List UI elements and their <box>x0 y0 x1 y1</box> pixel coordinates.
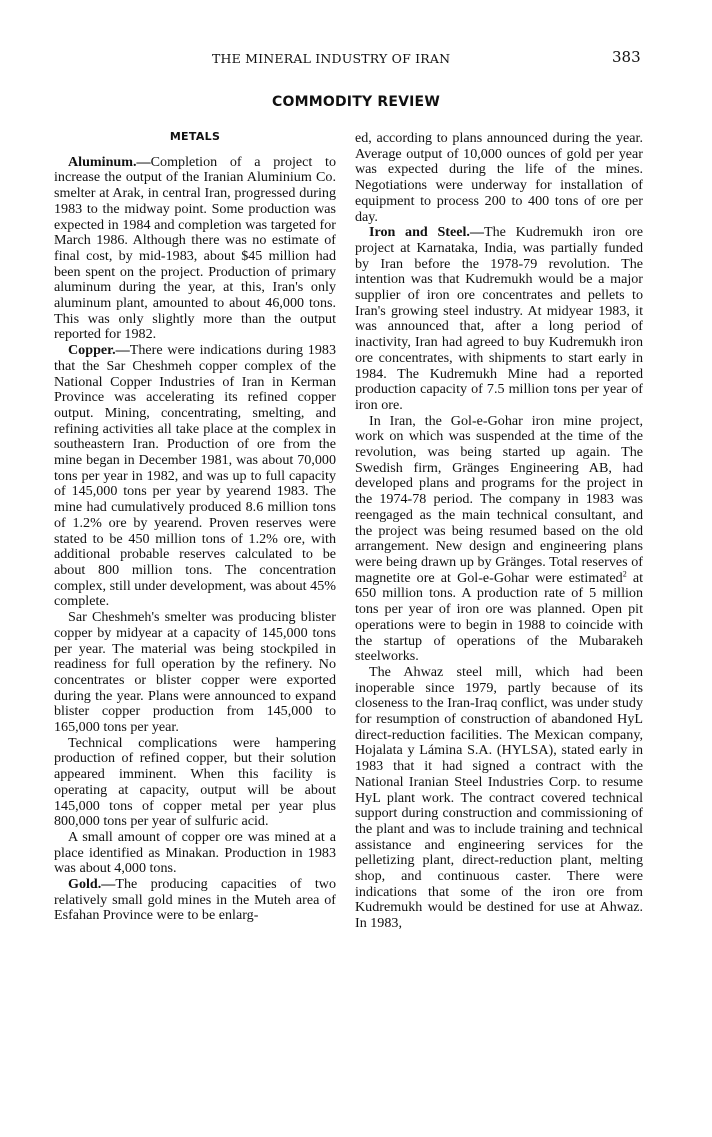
copper-text: There were indications during 1983 that the Sar Cheshmeh copper complex of the National Copper Industries of Iran in Kerman Province was accelerating its refined copper output. Mining, concentrating, smelting, and refining activities all take place at the complex in southeastern Iran. Production of ore from the mine began in December 1981, was about 70,000 tons per year in 1982, and was up to full capacity of 145,000 tons per year by yearend 1983. The mine had cumulatively produced 8.6 million tons of 1.2% ore by yearend. Proven reserves were stated to be 450 million tons of 1.2% ore, with additional probable reserves calculated to be about 800 million tons. The concentration complex, still under development, was about 45% complete. <box>54 342 336 610</box>
technical-paragraph: Technical complications were hampering production of refined copper, but their solution appeared imminent. When this facility is operating at capacity, output will be about 145,000 tons of copper metal per year plus 800,000 tons per year of sulfuric acid. <box>54 734 336 830</box>
gol-e-gohar-text-a: In Iran, the Gol-e-Gohar iron mine project, work on which was suspended at the time of the revolution, was being started up again. The Swedish firm, Gränges Engineering AB, had developed plans and programs for the project in the 1974-78 period. The company in 1983 was reengaged as the main technical consultant, and the project was being resumed based on the old arrangement. New design and engineering plans were being drawn up by Gränges. Total reserves of magnetite ore at Gol-e-Gohar were estimated <box>355 412 643 586</box>
iron-steel-paragraph <box>355 225 643 413</box>
footnote-marker: 2 <box>622 569 627 578</box>
minakan-paragraph: A small amount of copper ore was mined at a place identified as Minakan. Production in 1983 was about 4,000 tons. <box>54 828 336 877</box>
smelter-paragraph: Sar Cheshmeh's smelter was producing blister copper by midyear at a capacity of 145,000 tons per year. The material was being stockpiled in readiness for full operation by the refinery. No concentrates or blister copper were exported during the year. Plans were announced to expand blister copper production from 145,000 to 165,000 tons per year. <box>54 609 336 736</box>
page-number: 383 <box>612 48 641 66</box>
aluminum-heading: Aluminum.— <box>68 153 151 170</box>
iron-steel-heading: Iron and Steel.— <box>369 224 485 241</box>
subsection-title: METALS <box>169 130 221 143</box>
gol-e-gohar-text-b: at 650 million tons. A production rate of 5 million tons per year of iron ore was planned. Open pit operations were to begin in 1988 to coincide with the startup of operations of the Mubarakeh steelworks. <box>355 569 643 665</box>
running-head: THE MINERAL INDUSTRY OF IRAN <box>212 51 451 66</box>
right-column <box>355 131 643 932</box>
ahwaz-paragraph: The Ahwaz steel mill, which had been inoperable since 1979, partly because of its closeness to the Iran-Iraq conflict, was under study for resumption of construction of abandoned HyL direct-reduction facilities. The Mexican company, Hojalata y Lámina S.A. (HYLSA), stated early in 1983 that it had signed a contract with the National Iranian Steel Industries Corp. to resume HyL plant work. The contract covered technical support during construction and commissioning of the plant and was to include training and technical assistance and engineering services for the pelletizing plant, direct-reduction plant, melting shop, and continuous caster. There were indications that some of the iron ore from Kudremukh would be destined for use at Ahwaz. In 1983, <box>355 663 643 932</box>
copper-paragraph <box>54 343 336 610</box>
aluminum-paragraph <box>54 155 336 343</box>
gold-continued-paragraph: ed, according to plans announced during the year. Average output of 10,000 ounces of gold per year was expected during the life of the mines. Negotiations were underway for installation of equipment to process 200 to 400 tons of ore per day. <box>355 130 643 225</box>
gold-heading: Gold.— <box>68 876 116 893</box>
gol-e-gohar-paragraph <box>355 414 643 665</box>
gold-text: The producing capacities of two relatively small gold mines in the Muteh area of Esfahan Province were to be enlarg- <box>54 876 336 924</box>
aluminum-text: Completion of a project to increase the output of the Iranian Aluminium Co. smelter at Arak, in central Iran, progressed during 1983 to the midway point. Some production was expected in 1984 and completion was targeted for March 1986. Although there was no estimate of final cost, by mid-1983, about $45 million had been spent on the project. Production of primary aluminum during the year, at this, Iran's only aluminum plant, amounted to about 46,000 tons. This was only slightly more than the output reported for 1982. <box>54 153 336 343</box>
copper-heading: Copper.— <box>68 342 130 359</box>
gold-paragraph <box>54 877 336 924</box>
section-title: COMMODITY REVIEW <box>272 94 440 110</box>
iron-steel-text: The Kudremukh iron ore project at Karnataka, India, was partially funded by Iran before the 1978-79 revolution. The intention was that Kudremukh would be a major supplier of iron ore concentrates and pellets to Iran's growing steel industry. At midyear 1983, it was announced that, after a long period of inactivity, Iran had agreed to buy Kudremukh iron ore concentrates, with shipments to start early in 1984. The Kudremukh Mine had a reported production capacity of 7.5 million tons per year of iron ore. <box>355 224 643 413</box>
left-column <box>54 131 336 924</box>
